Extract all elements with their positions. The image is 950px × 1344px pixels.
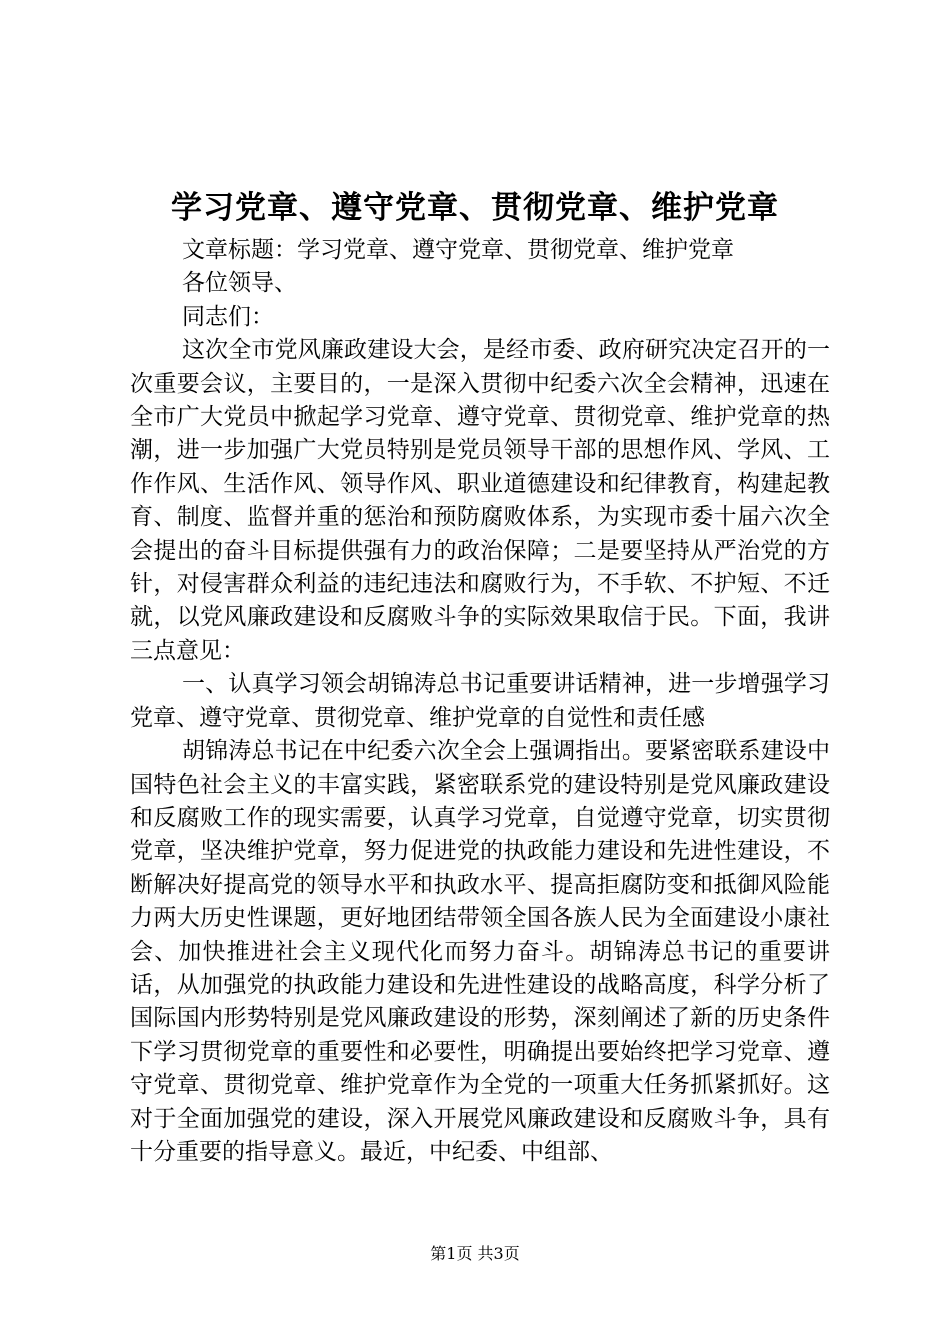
salutation-comrades: 同志们： [182, 303, 274, 330]
paragraph-intro: 这次全市党风廉政建设大会，是经市委、政府研究决定召开的一次重要会议，主要目的，一是深入贯彻中纪委六次全会精神，迅速在全市广大党员中掀起学习党章、遵守党章、贯彻党章、维护党章的热潮，进一步加强广大党员特别是党员领导干部的思想作风、学风、工作作风、生活作风、领导作风、职业道德建设和纪律教育，构建起教育、制度、监督并重的惩治和预防腐败体系，为实现市委十届六次全会提出的奋斗目标提供强有力的政治保障；二是要坚持从严治党的方针，对侵害群众利益的违纪违法和腐败行为，不手软、不护短、不迁就，以党风廉政建设和反腐败斗争的实际效果取信于民。下面，我讲三点意见： [130, 337, 830, 664]
salutation-leaders: 各位领导、 [182, 270, 297, 297]
document-title: 学习党章、遵守党章、贯彻党章、维护党章 [171, 190, 779, 226]
document-body [130, 234, 830, 1169]
section-heading-1: 一、认真学习领会胡锦涛总书记重要讲话精神，进一步增强学习党章、遵守党章、贯彻党章、维护党章的自觉性和责任感 [130, 671, 830, 731]
page-number-footer: 第1页 共3页 [430, 1244, 520, 1263]
paragraph-section-1: 胡锦涛总书记在中纪委六次全会上强调指出。要紧密联系建设中国特色社会主义的丰富实践，紧密联系党的建设特别是党风廉政建设和反腐败工作的现实需要，认真学习党章，自觉遵守党章，切实贯彻党章，坚决维护党章，努力促进党的执政能力建设和先进性建设，不断解决好提高党的领导水平和执政水平、提高拒腐防变和抵御风险能力两大历史性课题，更好地团结带领全国各族人民为全面建设小康社会、加快推进社会主义现代化而努力奋斗。胡锦涛总书记的重要讲话，从加强党的执政能力建设和先进性建设的战略高度，科学分析了国际国内形势特别是党风廉政建设的形势，深刻阐述了新的历史条件下学习贯彻党章的重要性和必要性，明确提出要始终把学习党章、遵守党章、贯彻党章、维护党章作为全党的一项重大任务抓紧抓好。这对于全面加强党的建设，深入开展党风廉政建设和反腐败斗争，具有十分重要的指导意义。最近，中纪委、中组部、 [130, 738, 830, 1165]
article-title-line: 文章标题：学习党章、遵守党章、贯彻党章、维护党章 [182, 237, 734, 263]
